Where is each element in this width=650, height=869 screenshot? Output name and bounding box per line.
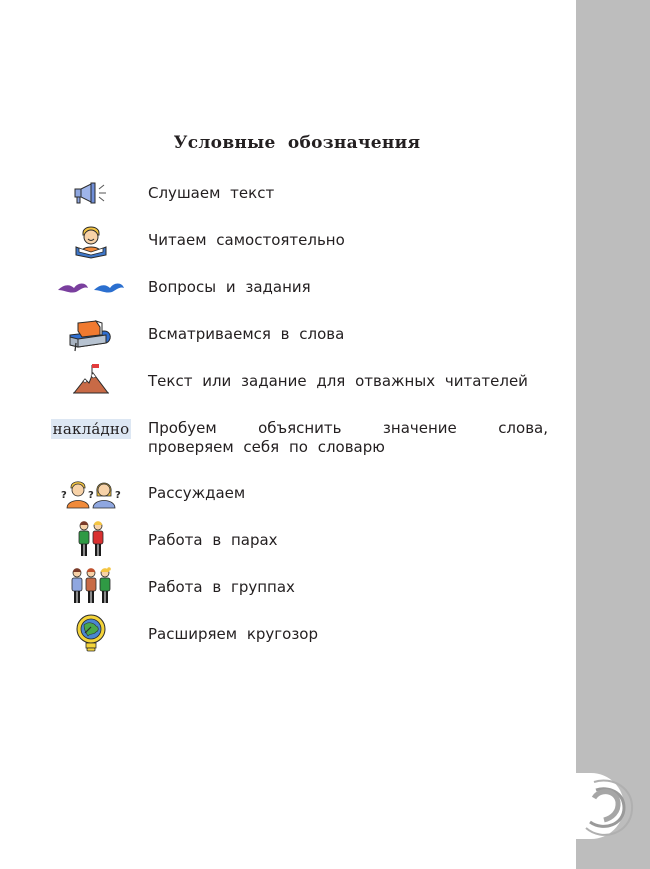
sample-word: накла́дно	[52, 420, 130, 438]
group-people-icon	[50, 566, 132, 606]
legend-label: Пробуем объяснить значение слова, проверяем себя по словарю	[148, 419, 548, 456]
globe-bulb-icon	[50, 613, 132, 653]
legend-label: Работа в группах	[148, 578, 295, 596]
legend-label: Читаем самостоятельно	[148, 231, 345, 249]
reading-boy-icon	[50, 221, 132, 261]
thinking-people-icon	[50, 474, 132, 514]
megaphone-icon	[50, 174, 132, 214]
books-magnifier-icon	[50, 315, 132, 355]
legend-label: Всматриваемся в слова	[148, 325, 345, 343]
svg-text:?: ?	[88, 490, 94, 501]
pair-people-icon	[50, 519, 132, 559]
svg-text:?: ?	[61, 490, 67, 501]
word-sample-box	[50, 409, 132, 449]
legend-label: Слушаем текст	[148, 184, 275, 202]
svg-text:?: ?	[115, 490, 121, 501]
legend-label: Расширяем кругозор	[148, 625, 319, 643]
legend-label: Текст или задание для отважных читателей	[148, 372, 528, 390]
legend-label: Работа в парах	[148, 531, 278, 549]
page-title: Условные обозначения	[173, 133, 421, 153]
waves-icon	[50, 268, 132, 308]
page-edge-sidebar	[576, 0, 650, 869]
legend-label: Вопросы и задания	[148, 278, 311, 296]
swirl-logo-icon	[572, 768, 642, 844]
legend-label: Рассуждаем	[148, 484, 246, 502]
mountain-flag-icon	[50, 358, 132, 398]
